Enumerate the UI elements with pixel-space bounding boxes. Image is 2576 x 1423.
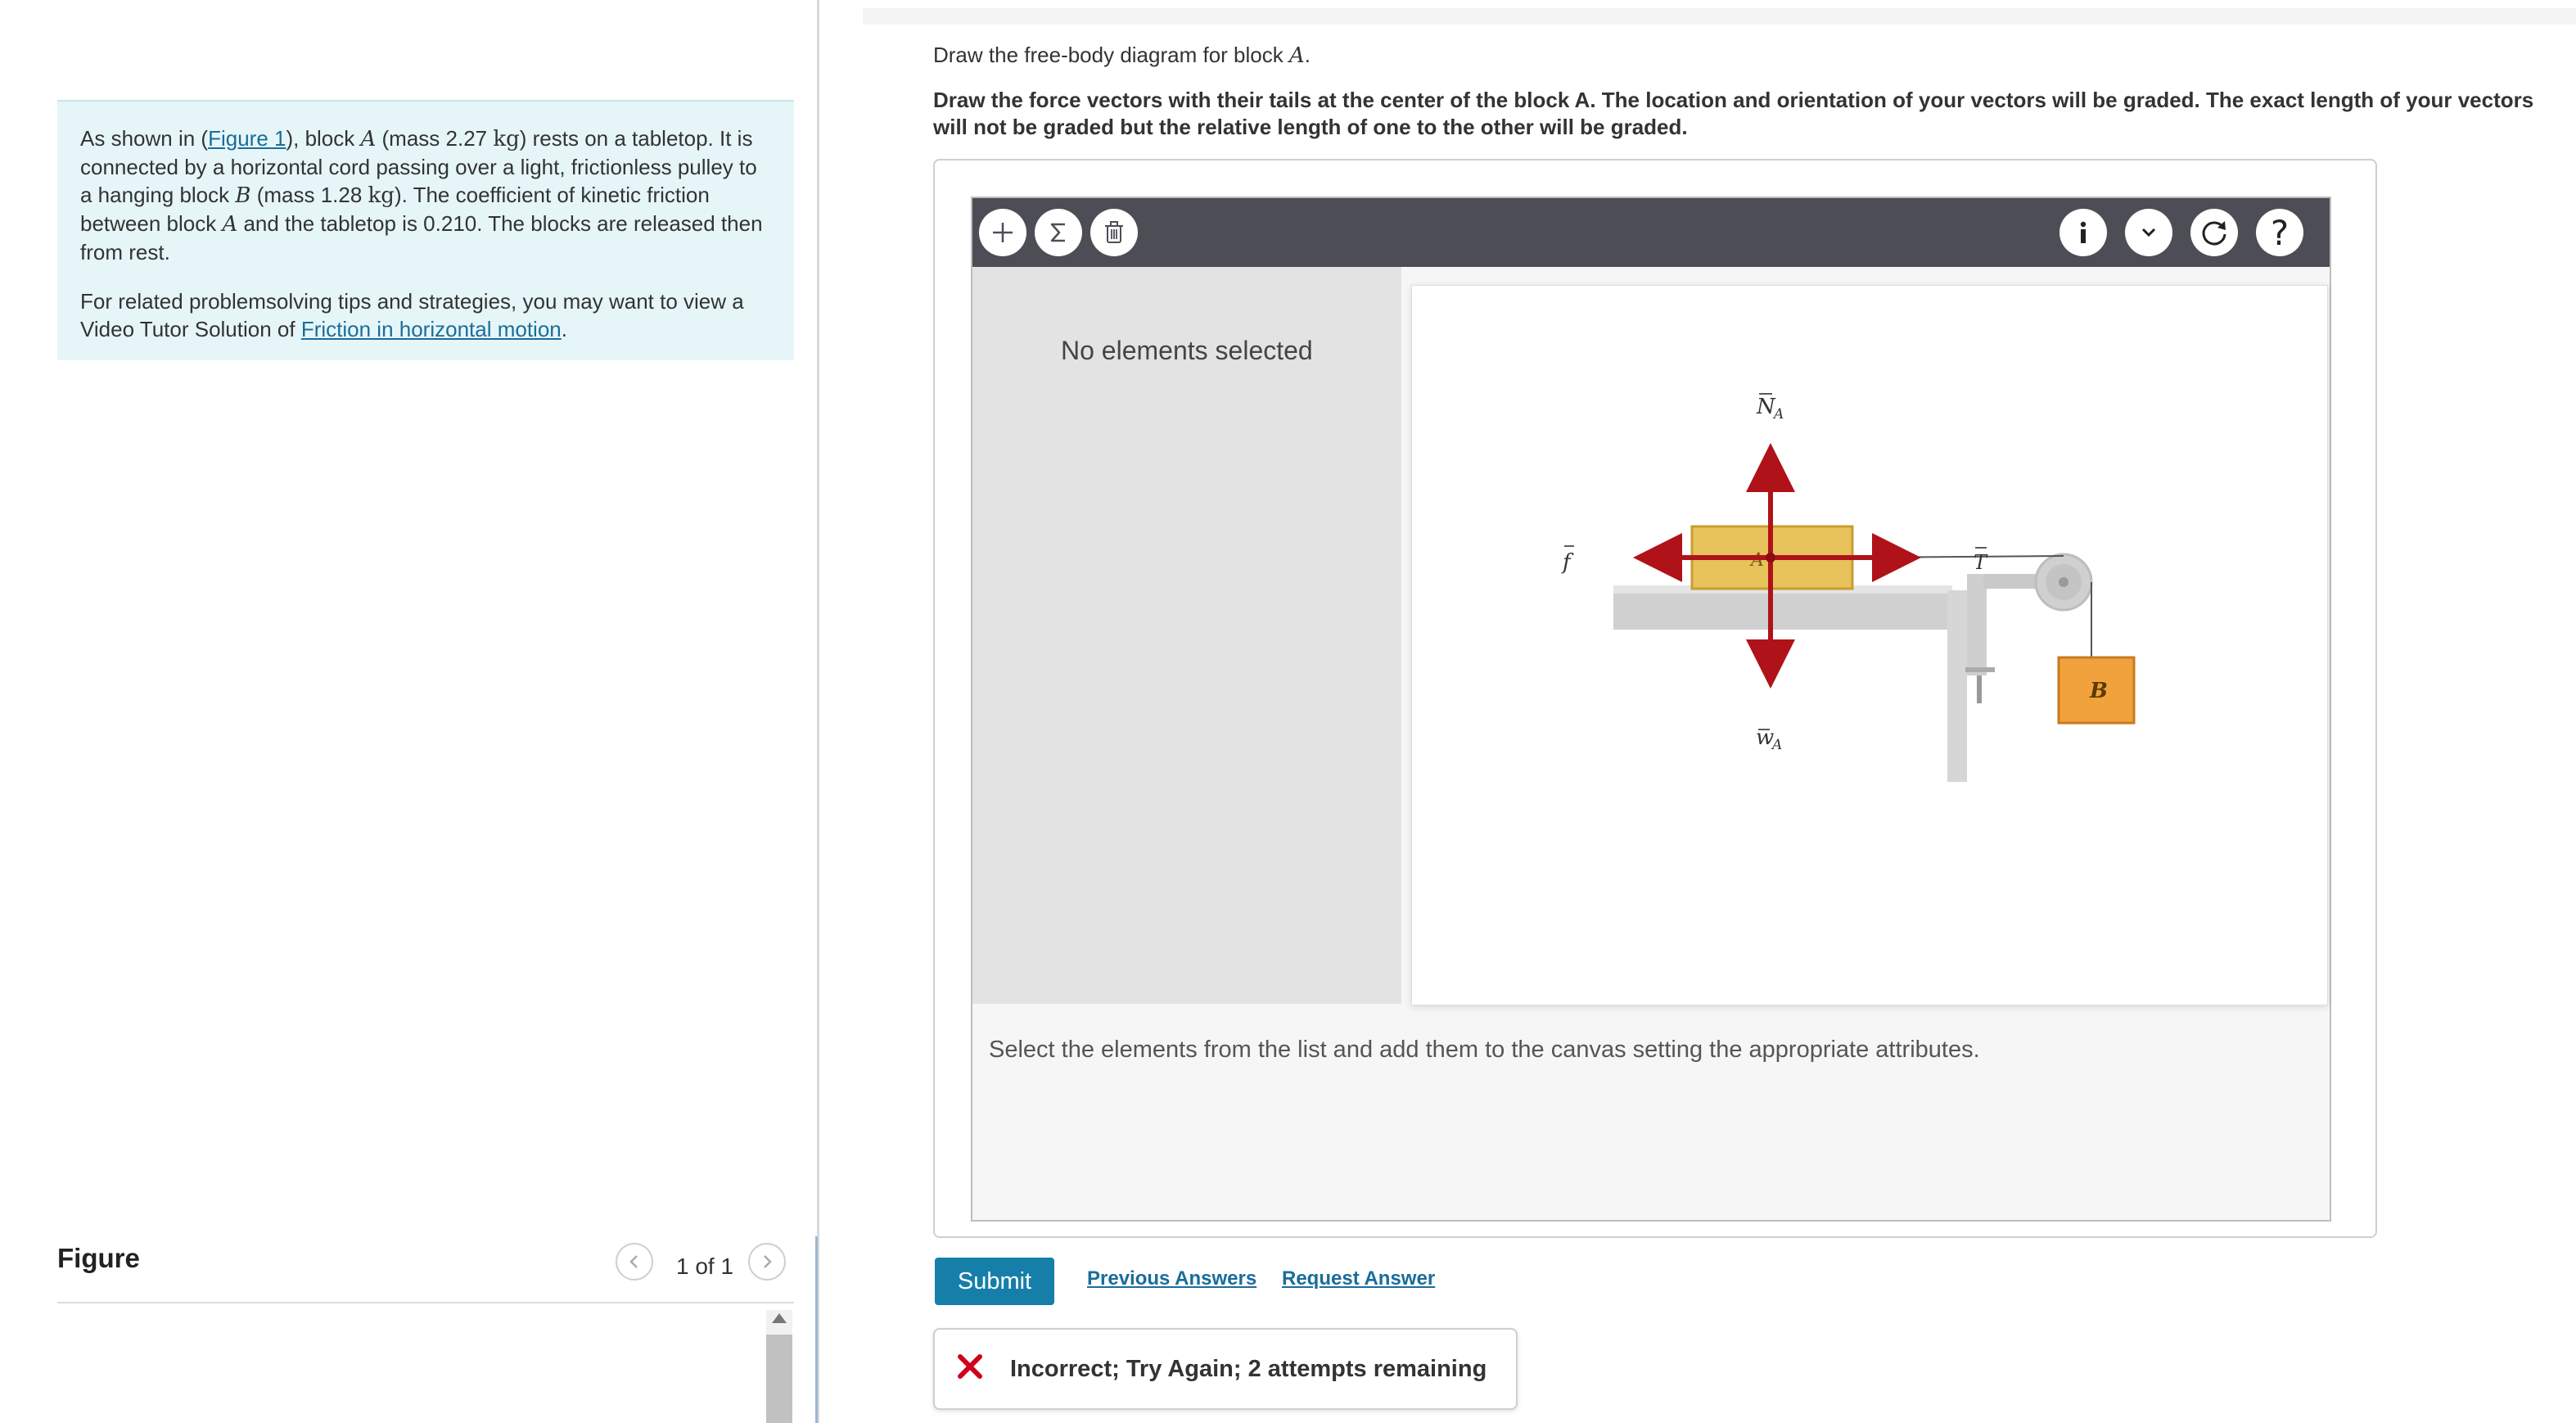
block-a-symbol: A xyxy=(222,212,238,237)
header-strip xyxy=(863,8,2576,25)
feedback-box xyxy=(933,1328,1518,1410)
selection-status: No elements selected xyxy=(1061,336,1313,365)
table-leg xyxy=(1947,590,1967,782)
weight-label: w xyxy=(1756,725,1775,750)
question-detail-instruction: Draw the force vectors with their tails at the center of the block A. The location and orientation of your vectors will be graded. The exact length of your vectors will not be graded but the relative length of one to the other will be graded. xyxy=(933,88,2534,139)
tool-hint: Select the elements from the list and add them to the canvas setting the appropriate attributes. xyxy=(989,1037,1980,1063)
friction-label: f xyxy=(1563,550,1571,575)
delete-button[interactable] xyxy=(1090,209,1138,256)
sum-vectors-button[interactable] xyxy=(1035,209,1082,256)
block-a-symbol: A xyxy=(360,127,377,151)
previous-answers-link[interactable]: Previous Answers xyxy=(1087,1267,1257,1290)
pulley-clamp-handle xyxy=(1965,667,1995,672)
table-top xyxy=(1613,590,1952,630)
chevron-down-icon xyxy=(2135,219,2163,246)
add-element-button[interactable] xyxy=(979,209,1026,256)
request-answer-link[interactable]: Request Answer xyxy=(1282,1267,1436,1290)
reset-button[interactable] xyxy=(2190,209,2238,256)
info-button[interactable] xyxy=(2059,209,2107,256)
unit-kg: kg xyxy=(368,183,395,208)
normal-force-subscript: A xyxy=(1774,406,1784,422)
pulley-clamp xyxy=(1967,574,1987,675)
block-a-center xyxy=(1766,553,1775,562)
figure-scrollbar-thumb[interactable] xyxy=(766,1335,792,1423)
diagram-canvas[interactable] xyxy=(1411,285,2328,1005)
block-a-label: A xyxy=(1751,550,1764,571)
weight-subscript: A xyxy=(1772,737,1783,753)
submit-button[interactable]: Submit xyxy=(935,1258,1054,1305)
problem-paragraph-2: For related problemsolving tips and strategies, you may want to view a Video Tutor Solution of Friction in horizontal motion. xyxy=(80,289,744,341)
figure-pager: 1 of 1 xyxy=(676,1254,734,1279)
element-list-panel xyxy=(972,267,1401,1004)
question-mark-icon: ? xyxy=(2270,212,2290,253)
figure-divider xyxy=(57,1302,794,1303)
column-divider-highlight xyxy=(815,1236,818,1423)
scroll-up-arrow-icon[interactable] xyxy=(772,1313,787,1323)
prev-figure-button[interactable] xyxy=(616,1243,653,1281)
figure-1-link[interactable]: Figure 1 xyxy=(208,126,286,151)
figure-title: Figure xyxy=(57,1243,140,1273)
trash-icon xyxy=(1100,219,1128,246)
free-body-diagram xyxy=(1412,286,2329,1006)
reset-icon xyxy=(2198,216,2231,249)
video-tutor-link[interactable]: Friction in horizontal motion xyxy=(300,317,562,341)
block-b-symbol: B xyxy=(235,183,251,208)
chevron-left-icon xyxy=(626,1254,643,1270)
help-button[interactable] xyxy=(2256,209,2303,256)
problem-statement xyxy=(57,100,794,360)
unit-kg: kg xyxy=(493,127,520,151)
column-divider xyxy=(817,0,819,1423)
problem-paragraph-1: As shown in (Figure 1), block A (mass 2.27 kg) rests on a tabletop. It is connected by a horizontal cord passing over a light, frictionless pulley to a hanging block B (mass 1.28 kg). The coefficient of kinetic friction between block A and the tabletop is 0.210. The blocks are released then from rest. xyxy=(80,126,763,264)
question-instruction: Draw the free-body diagram for block A. xyxy=(933,43,1311,68)
drawing-toolbar xyxy=(972,198,2330,267)
block-b-label: B xyxy=(2090,679,2108,703)
sigma-icon xyxy=(1044,219,1072,246)
feedback-message: Incorrect; Try Again; 2 attempts remaining xyxy=(1010,1356,1487,1382)
incorrect-x-icon xyxy=(954,1351,986,1382)
pulley-axle xyxy=(2059,577,2068,587)
info-icon xyxy=(2069,219,2097,246)
options-dropdown-button[interactable] xyxy=(2125,209,2172,256)
pulley-clamp-screw xyxy=(1977,675,1982,703)
normal-force-label: N xyxy=(1757,395,1775,419)
tension-label: T xyxy=(1974,551,1987,574)
plus-icon xyxy=(989,219,1017,246)
chevron-right-icon xyxy=(759,1254,775,1270)
next-figure-button[interactable] xyxy=(748,1243,786,1281)
